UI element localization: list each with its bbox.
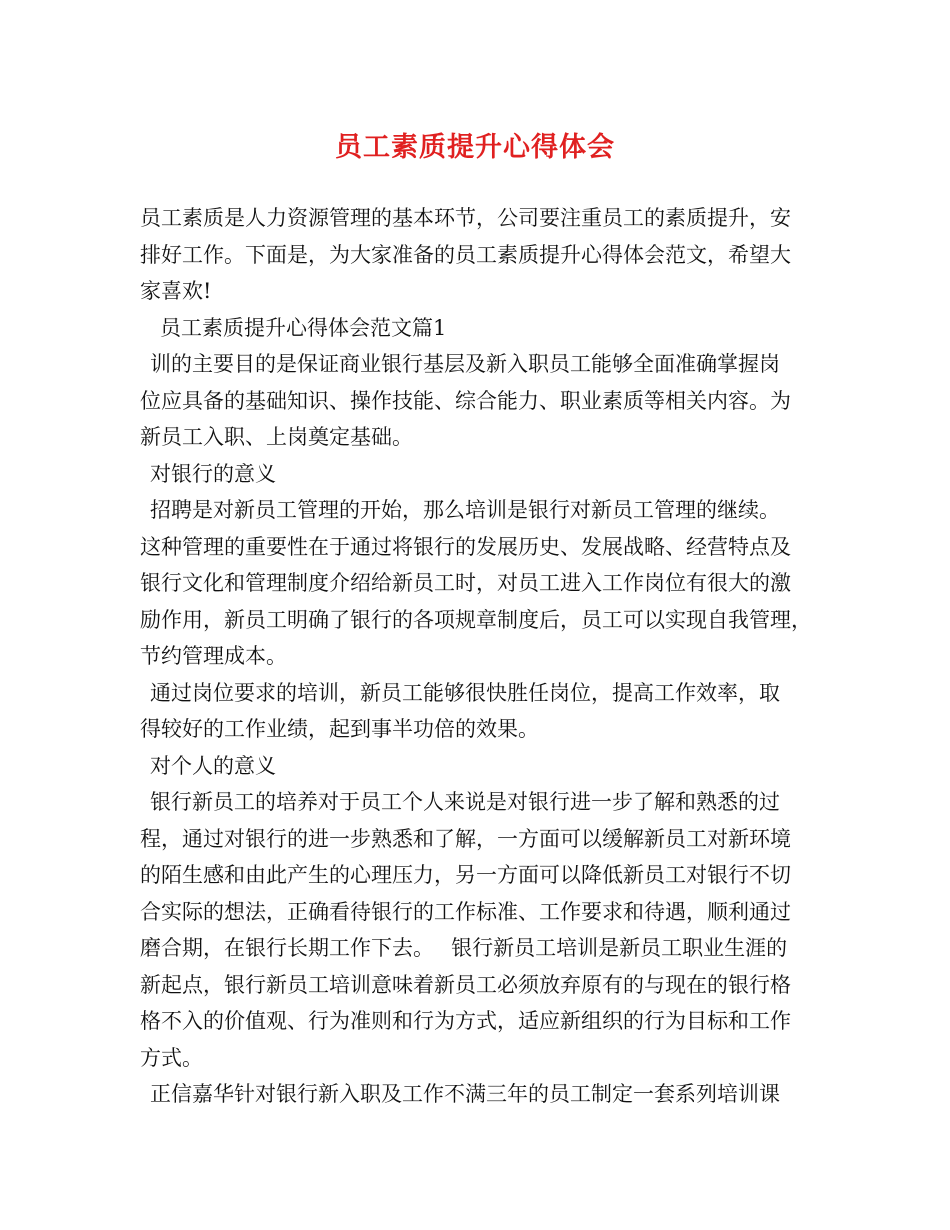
text-line: 位应具备的基础知识、操作技能、综合能力、职业素质等相关内容。为 [140,388,791,413]
text-line: 合实际的想法，正确看待银行的工作标准、工作要求和待遇，顺利通过 [140,899,791,924]
section-heading: 对银行的意义 [150,461,276,486]
document-body [140,200,820,1113]
text-line: 励作用，新员工明确了银行的各项规章制度后，员工可以实现自我管理， [140,607,812,632]
text-line: 格不入的价值观、行为准则和行为方式，适应新组织的行为目标和工作 [140,1009,791,1033]
text-line: 得较好的工作业绩，起到事半功倍的效果。 [140,717,539,741]
text-line: 磨合期，在银行长期工作下去。 银行新员工培训是新员工职业生涯的 [140,936,788,960]
section-heading: 对个人的意义 [150,753,276,778]
text-line: 程，通过对银行的进一步熟悉和了解，一方面可以缓解新员工对新环境 [140,826,791,851]
text-line: 正信嘉华针对银行新入职及工作不满三年的员工制定一套系列培训课 [150,1082,780,1106]
document-title: 员工素质提升心得体会 [335,132,615,163]
text-line: 节约管理成本。 [140,644,287,668]
text-line: 的陌生感和由此产生的心理压力，另一方面可以降低新员工对银行不切 [140,863,791,887]
text-line: 训的主要目的是保证商业银行基层及新入职员工能够全面准确掌握岗 [150,352,780,376]
text-line: 招聘是对新员工管理的开始，那么培训是银行对新员工管理的继续。 [150,498,780,522]
text-line: 银行文化和管理制度介绍给新员工时，对员工进入工作岗位有很大的激 [140,571,791,595]
text-line: 家喜欢! [140,279,212,303]
text-line: 这种管理的重要性在于通过将银行的发展历史、发展战略、经营特点及 [140,534,791,559]
text-line: 方式。 [140,1045,203,1070]
text-line: 通过岗位要求的培训，新员工能够很快胜任岗位，提高工作效率，取 [150,680,780,705]
section-heading: 员工素质提升心得体会范文篇1 [160,315,447,340]
text-line: 银行新员工的培养对于员工个人来说是对银行进一步了解和熟悉的过 [150,790,780,814]
text-line: 排好工作。下面是，为大家准备的员工素质提升心得体会范文，希望大 [140,242,791,267]
text-line: 员工素质是人力资源管理的基本环节，公司要注重员工的素质提升，安 [140,206,791,230]
text-line: 新起点，银行新员工培训意味着新员工必须放弃原有的与现在的银行格 [140,972,791,997]
text-line: 新员工入职、上岗奠定基础。 [140,425,413,449]
